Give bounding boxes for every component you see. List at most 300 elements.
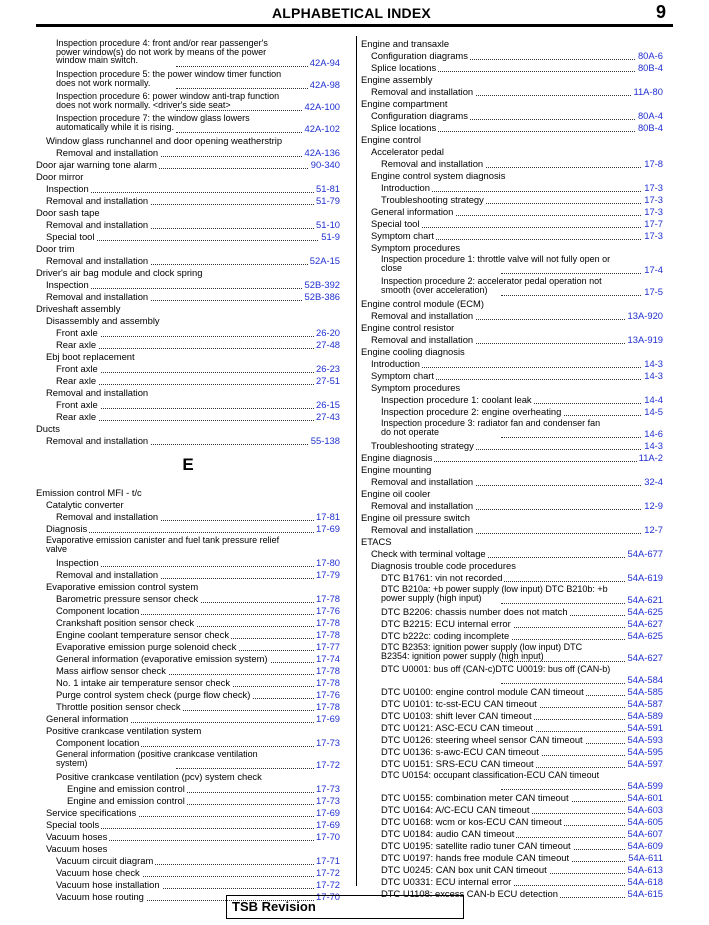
page-reference-link[interactable]: 54A-593	[627, 734, 663, 745]
index-entry	[36, 557, 340, 569]
index-entry	[361, 864, 663, 876]
index-entry-text: Component location	[56, 737, 140, 748]
page-reference-link[interactable]: 17-71	[316, 855, 340, 866]
index-entry-text: General information (evaporative emission system)	[56, 653, 268, 664]
index-entry	[36, 363, 340, 375]
page-reference-link[interactable]: 17-79	[316, 569, 340, 580]
index-entry	[361, 146, 663, 158]
index-entry	[36, 499, 340, 511]
index-entry	[36, 783, 340, 795]
page-reference-link[interactable]: 51-81	[316, 183, 340, 194]
page-number: 9	[656, 2, 667, 22]
index-entry-text: Engine compartment	[361, 98, 448, 109]
index-entry	[36, 435, 340, 447]
index-entry-text: Front axle	[56, 327, 98, 338]
page-reference-link[interactable]: 54A-609	[627, 840, 663, 851]
index-entry	[361, 722, 663, 734]
page-reference-link[interactable]: 54A-597	[627, 758, 663, 769]
index-entry	[361, 74, 663, 86]
page-reference-link[interactable]: 26-20	[316, 327, 340, 338]
index-entry	[361, 406, 663, 418]
page-reference-link[interactable]: 52B-392	[304, 279, 340, 290]
index-entry-text: Removal and installation	[371, 86, 474, 97]
index-entry	[361, 230, 663, 242]
page-reference-link[interactable]: 11A-2	[638, 452, 663, 463]
index-entry-text: Splice locations	[371, 62, 437, 73]
page-reference-link[interactable]: 26-15	[316, 399, 340, 410]
index-entry	[36, 147, 340, 159]
page-reference-link[interactable]: 54A-584	[627, 674, 663, 685]
page-reference-link[interactable]: 27-51	[316, 375, 340, 386]
index-entry-text: Purge control system check (purge flow check)	[56, 689, 251, 700]
index-column-left	[36, 38, 340, 903]
index-entry-text: Symptom procedures	[371, 242, 461, 253]
page-reference-link[interactable]: 17-81	[316, 511, 340, 522]
index-entry	[36, 831, 340, 843]
page-reference-link[interactable]: 26-23	[316, 363, 340, 374]
index-entry-text: Removal and installation	[46, 255, 149, 266]
page-reference-link[interactable]: 32-4	[644, 476, 663, 487]
index-entry-text: Rear axle	[56, 411, 97, 422]
index-entry-text: Inspection procedure 5: the power window timer function does not work normally.	[56, 69, 282, 88]
page-reference-link[interactable]: 14-3	[644, 370, 663, 381]
index-entry	[36, 327, 340, 339]
index-entry-text: Special tools	[46, 819, 100, 830]
index-entry-text: Removal and installation	[56, 511, 159, 522]
index-entry	[361, 134, 663, 146]
page-reference-link[interactable]: 80B-4	[637, 62, 663, 73]
index-entry	[361, 664, 663, 686]
index-entry	[36, 879, 340, 891]
page-reference-link[interactable]: 17-3	[644, 182, 663, 193]
index-entry-text: General information	[371, 206, 454, 217]
page-reference-link[interactable]: 54A-625	[627, 606, 663, 617]
index-entry-text: Evaporative emission purge solenoid check	[56, 641, 237, 652]
page-reference-link[interactable]: 54A-591	[627, 722, 663, 733]
index-entry	[36, 617, 340, 629]
page-reference-link[interactable]: 17-3	[644, 194, 663, 205]
page-reference-link[interactable]: 42A-94	[309, 57, 340, 68]
index-entry-text: Troubleshooting strategy	[381, 194, 484, 205]
page-reference-link[interactable]: 17-72	[316, 759, 340, 770]
page-reference-link[interactable]: 17-78	[316, 665, 340, 676]
index-entry-text: Vacuum hose check	[56, 867, 140, 878]
index-entry-text: Vacuum hose installation	[56, 879, 160, 890]
index-entry-text: DTC B210a: +b power supply (low input) DTC B210b: +b power supply (high input)	[381, 584, 608, 603]
index-entry-text: Symptom chart	[371, 370, 435, 381]
index-entry	[36, 69, 340, 91]
index-entry	[361, 606, 663, 618]
index-entry	[361, 110, 663, 122]
index-entry-text: Engine assembly	[361, 74, 433, 85]
index-entry-text: Removal and installation	[371, 310, 474, 321]
page-reference-link[interactable]: 17-70	[316, 831, 340, 842]
index-entry-text: Removal and installation	[46, 387, 149, 398]
page-reference-link[interactable]: 52B-386	[304, 291, 340, 302]
page-reference-link[interactable]: 54A-618	[627, 876, 663, 887]
index-entry	[361, 182, 663, 194]
page-reference-link[interactable]: 13A-920	[627, 310, 663, 321]
page-reference-link[interactable]: 17-78	[316, 617, 340, 628]
page-reference-link[interactable]: 14-4	[644, 394, 663, 405]
page-reference-link[interactable]: 80A-4	[637, 110, 663, 121]
page-reference-link[interactable]: 54A-603	[627, 804, 663, 815]
index-entry	[361, 548, 663, 560]
page-reference-link[interactable]: 90-340	[310, 159, 340, 170]
page-reference-link[interactable]: 17-78	[316, 701, 340, 712]
index-entry	[361, 572, 663, 584]
index-entry	[36, 629, 340, 641]
index-entry	[361, 218, 663, 230]
index-entry	[36, 725, 340, 737]
index-entry	[361, 346, 663, 358]
index-entry-text: Symptom chart	[371, 230, 435, 241]
index-entry-text: DTC U0245: CAN box unit CAN timeout	[381, 864, 547, 875]
index-entry-text: Engine control module (ECM)	[361, 298, 484, 309]
index-entry	[36, 819, 340, 831]
index-entry	[361, 170, 663, 182]
index-entry	[361, 464, 663, 476]
index-entry	[361, 840, 663, 852]
page-reference-link[interactable]: 17-73	[316, 795, 340, 806]
index-entry	[361, 38, 663, 50]
index-entry-text: Throttle position sensor check	[56, 701, 181, 712]
index-entry	[36, 387, 340, 399]
page-reference-link[interactable]: 17-4	[644, 264, 663, 275]
index-entry	[36, 535, 340, 557]
index-entry-text: Inspection procedure 2: accelerator pedal operation not smooth (over acceleration)	[381, 276, 602, 295]
index-entry-text: Splice locations	[371, 122, 437, 133]
page-reference-link[interactable]: 17-73	[316, 737, 340, 748]
page-reference-link[interactable]: 17-8	[644, 158, 663, 169]
page-reference-link[interactable]: 42A-100	[304, 101, 340, 112]
index-entry	[36, 701, 340, 713]
index-entry-text: DTC U0168: wcm or kos-ECU CAN timeout	[381, 816, 562, 827]
index-entry-text: Driver's air bag module and clock spring	[36, 267, 203, 278]
index-entry-text: Ducts	[36, 423, 60, 434]
section-letter	[36, 447, 340, 487]
page-reference-link[interactable]: 54A-589	[627, 710, 663, 721]
index-entry-text: Diagnosis	[46, 523, 88, 534]
index-entry	[361, 560, 663, 572]
index-entry-text: Engine and transaxle	[361, 38, 450, 49]
index-entry	[36, 38, 340, 69]
index-entry-text: Engine control resistor	[361, 322, 455, 333]
index-entry-text: Removal and installation	[56, 147, 159, 158]
page-reference-link[interactable]: 17-78	[316, 677, 340, 688]
index-entry-text: Inspection procedure 7: the window glass lowers automatically while it is rising.	[56, 113, 250, 132]
page-reference-link[interactable]: 42A-136	[304, 147, 340, 158]
index-entry-text: Window glass runchannel and door opening weatherstrip	[46, 135, 283, 146]
index-entry	[361, 698, 663, 710]
index-entry	[361, 758, 663, 770]
index-entry-text: Positive crankcase ventilation (pcv) system check	[56, 771, 262, 782]
index-entry-text: Inspection procedure 6: power window anti-trap function does not work normally. <driver's side seat>	[56, 91, 280, 110]
index-entry	[361, 476, 663, 488]
index-entry-text: Inspection procedure 3: radiator fan and condenser fan do not operate	[381, 418, 601, 437]
index-entry	[36, 867, 340, 879]
index-entry-text: Inspection	[56, 557, 99, 568]
index-entry-text: DTC U1108: excess CAN-b ECU detection	[381, 888, 558, 899]
index-entry-text: Rear axle	[56, 375, 97, 386]
page-reference-link[interactable]: 17-69	[316, 523, 340, 534]
page-reference-link[interactable]: 51-10	[316, 219, 340, 230]
index-entry-text: Crankshaft position sensor check	[56, 617, 195, 628]
index-entry	[36, 843, 340, 855]
page-reference-link[interactable]: 54A-585	[627, 686, 663, 697]
page-reference-link[interactable]: 17-7	[644, 218, 663, 229]
index-entry	[361, 242, 663, 254]
page-reference-link[interactable]: 17-70	[316, 891, 340, 902]
index-entry-text: DTC B2215: ECU internal error	[381, 618, 511, 629]
page-reference-link[interactable]: 54A-595	[627, 746, 663, 757]
index-entry	[361, 86, 663, 98]
index-entry-text: General information	[46, 713, 129, 724]
index-entry	[361, 254, 663, 276]
page-reference-link[interactable]: 17-76	[316, 605, 340, 616]
page-reference-link[interactable]: 54A-619	[627, 572, 663, 583]
index-entry-text: Vacuum hose routing	[56, 891, 144, 902]
index-entry	[36, 303, 340, 315]
page-reference-link[interactable]: 17-3	[644, 206, 663, 217]
index-entry-text: Barometric pressure sensor check	[56, 593, 199, 604]
page-reference-link[interactable]: 17-80	[316, 557, 340, 568]
index-entry-text: DTC B1761: vin not recorded	[381, 572, 503, 583]
index-entry	[361, 298, 663, 310]
page-reference-link[interactable]: 27-43	[316, 411, 340, 422]
dot-leader	[501, 295, 657, 296]
index-entry-text: Removal and installation	[46, 195, 149, 206]
page-reference-link[interactable]: 54A-627	[627, 618, 663, 629]
index-entry	[36, 581, 340, 593]
page-reference-link[interactable]: 54A-601	[627, 792, 663, 803]
page-reference-link[interactable]: 14-5	[644, 406, 663, 417]
index-entry	[36, 399, 340, 411]
page-reference-link[interactable]: 54A-587	[627, 698, 663, 709]
index-entry-text: Engine and emission control	[67, 795, 185, 806]
page-reference-link[interactable]: 17-69	[316, 807, 340, 818]
index-entry	[36, 159, 340, 171]
index-entry-text: Removal and installation	[381, 158, 484, 169]
index-entry	[361, 710, 663, 722]
index-entry	[361, 792, 663, 804]
index-entry-text: DTC B2353: ignition power supply (low input) DTC B2354: ignition power supply (high input)	[381, 642, 583, 661]
index-entry-text: DTC U0195: satellite radio tuner CAN timeout	[381, 840, 571, 851]
index-entry	[36, 653, 340, 665]
page-reference-link[interactable]: 17-73	[316, 783, 340, 794]
page-reference-link[interactable]: 17-78	[316, 629, 340, 640]
index-entry	[36, 411, 340, 423]
index-entry-text: DTC U0155: combination meter CAN timeout	[381, 792, 569, 803]
index-entry-text: Door trim	[36, 243, 75, 254]
index-entry	[36, 749, 340, 771]
index-entry	[36, 113, 340, 135]
index-entry	[361, 500, 663, 512]
index-entry	[36, 569, 340, 581]
index-entry	[36, 171, 340, 183]
page-reference-link[interactable]: 54A-621	[627, 594, 663, 605]
page-reference-link[interactable]: 54A-599	[627, 780, 663, 791]
index-entry	[36, 135, 340, 147]
index-entry-text: DTC B2206: chassis number does not match	[381, 606, 568, 617]
index-entry-text: Inspection	[46, 183, 89, 194]
page-reference-link[interactable]: 11A-80	[633, 86, 663, 97]
index-entry	[361, 536, 663, 548]
index-entry-text: Evaporative emission control system	[46, 581, 199, 592]
dot-leader	[46, 532, 334, 533]
page-reference-link[interactable]: 12-9	[644, 500, 663, 511]
index-entry-text: DTC U0126: steering wheel sensor CAN timeout	[381, 734, 583, 745]
index-entry-text: Configuration diagrams	[371, 110, 468, 121]
index-entry	[36, 523, 340, 535]
index-entry	[361, 358, 663, 370]
page-reference-link[interactable]: 42A-98	[309, 79, 340, 90]
index-entry-text: Symptom procedures	[371, 382, 461, 393]
index-entry-text: DTC U0121: ASC-ECU CAN timeout	[381, 722, 534, 733]
page-reference-link[interactable]: 17-72	[316, 879, 340, 890]
index-entry	[36, 315, 340, 327]
page-reference-link[interactable]: 17-76	[316, 689, 340, 700]
index-entry-text: Door sash tape	[36, 207, 100, 218]
index-entry	[361, 322, 663, 334]
index-entry	[36, 351, 340, 363]
index-entry-text: Engine diagnosis	[361, 452, 433, 463]
page-reference-link[interactable]: 17-78	[316, 593, 340, 604]
index-entry-text: DTC U0001: bus off (CAN-c)DTC U0019: bus off (CAN-b)	[381, 664, 611, 674]
index-entry-text: Positive crankcase ventilation system	[46, 725, 202, 736]
index-entry-text: DTC U0164: A/C-ECU CAN timeout	[381, 804, 530, 815]
index-entry-text: DTC U0331: ECU internal error	[381, 876, 512, 887]
index-entry	[36, 605, 340, 617]
dot-leader	[176, 768, 334, 769]
index-entry-text: Removal and installation	[371, 476, 474, 487]
page-reference-link[interactable]: 54A-627	[627, 652, 663, 663]
index-entry	[361, 642, 663, 664]
index-entry-text: Removal and installation	[46, 435, 149, 446]
index-entry-text: DTC U0154: occupant classification-ECU CAN timeout	[381, 770, 600, 780]
index-entry	[361, 804, 663, 816]
index-entry-text: Mass airflow sensor check	[56, 665, 166, 676]
page-reference-link[interactable]: 54A-625	[627, 630, 663, 641]
index-entry	[36, 487, 340, 499]
index-entry	[36, 689, 340, 701]
page-reference-link[interactable]: 27-48	[316, 339, 340, 350]
tsb-revision-box	[226, 895, 464, 919]
index-entry	[36, 375, 340, 387]
index-entry	[36, 183, 340, 195]
page-reference-link[interactable]: 54A-605	[627, 816, 663, 827]
page-reference-link[interactable]: 17-5	[644, 286, 663, 297]
page-reference-link[interactable]: 80B-4	[637, 122, 663, 133]
index-entry	[36, 713, 340, 725]
index-entry-text: E	[182, 455, 194, 474]
index-entry	[361, 382, 663, 394]
header-rule	[36, 24, 673, 27]
index-entry	[361, 686, 663, 698]
index-entry-text: Evaporative emission canister and fuel tank pressure relief valve	[46, 535, 280, 554]
index-entry	[361, 276, 663, 298]
index-entry	[36, 665, 340, 677]
index-entry-text: Diagnosis trouble code procedures	[371, 560, 516, 571]
index-entry-text: Vacuum hoses	[46, 831, 108, 842]
page-reference-link[interactable]: 17-74	[316, 653, 340, 664]
index-entry	[36, 219, 340, 231]
index-entry-text: DTC U0103: shift lever CAN timeout	[381, 710, 532, 721]
index-entry	[361, 852, 663, 864]
page-reference-link[interactable]: 54A-613	[627, 864, 663, 875]
index-entry	[36, 195, 340, 207]
page-reference-link[interactable]: 80A-6	[637, 50, 663, 61]
page-reference-link[interactable]: 51-9	[321, 231, 340, 242]
index-entry	[361, 206, 663, 218]
page-reference-link[interactable]: 54A-607	[627, 828, 663, 839]
index-entry	[36, 855, 340, 867]
index-entry	[361, 618, 663, 630]
index-entry	[361, 334, 663, 346]
index-entry	[361, 488, 663, 500]
index-entry	[361, 158, 663, 170]
page-reference-link[interactable]: 12-7	[644, 524, 663, 535]
index-entry	[361, 62, 663, 74]
page-reference-link[interactable]: 17-69	[316, 713, 340, 724]
page-reference-link[interactable]: 17-69	[316, 819, 340, 830]
index-entry-text: No. 1 intake air temperature sensor check	[56, 677, 231, 688]
index-entry	[36, 91, 340, 113]
page-reference-link[interactable]: 51-79	[316, 195, 340, 206]
page-reference-link[interactable]: 17-72	[316, 867, 340, 878]
index-entry-text: DTC U0101: tc-sst-ECU CAN timeout	[381, 698, 537, 709]
index-entry-text: Configuration diagrams	[371, 50, 468, 61]
index-entry	[36, 255, 340, 267]
page-reference-link[interactable]: 52A-15	[309, 255, 340, 266]
index-entry	[361, 310, 663, 322]
page-reference-link[interactable]: 42A-102	[304, 123, 340, 134]
index-entry	[361, 418, 663, 440]
index-entry-text: Engine oil cooler	[361, 488, 431, 499]
index-entry-text: Removal and installation	[56, 569, 159, 580]
index-entry	[36, 771, 340, 783]
page-reference-link[interactable]: 54A-615	[627, 888, 663, 899]
index-entry	[361, 876, 663, 888]
index-entry	[36, 267, 340, 279]
page-reference-link[interactable]: 17-3	[644, 230, 663, 241]
dot-leader	[501, 273, 657, 274]
index-entry	[36, 279, 340, 291]
page-reference-link[interactable]: 14-3	[644, 440, 663, 451]
page-reference-link[interactable]: 14-6	[644, 428, 663, 439]
index-entry-text: Accelerator pedal	[371, 146, 444, 157]
index-entry-text: Removal and installation	[46, 291, 149, 302]
index-entry-text: Vacuum hoses	[46, 843, 108, 854]
index-entry-text: Service specifications	[46, 807, 137, 818]
index-entry	[36, 677, 340, 689]
page-reference-link[interactable]: 17-77	[316, 641, 340, 652]
index-entry-text: Engine oil pressure switch	[361, 512, 470, 523]
page-reference-link[interactable]: 54A-611	[628, 852, 663, 863]
index-entry-text: DTC U0184: audio CAN timeout	[381, 828, 515, 839]
page-reference-link[interactable]: 13A-919	[627, 334, 663, 345]
index-entry-text: DTC U0100: engine control module CAN timeout	[381, 686, 584, 697]
page-reference-link[interactable]: 54A-677	[627, 548, 663, 559]
page-reference-link[interactable]: 55-138	[310, 435, 340, 446]
index-entry	[361, 50, 663, 62]
page-reference-link[interactable]: 14-3	[644, 358, 663, 369]
index-entry	[36, 423, 340, 435]
index-entry	[361, 746, 663, 758]
index-entry	[361, 828, 663, 840]
index-entry-text: Special tool	[371, 218, 420, 229]
index-entry	[361, 512, 663, 524]
